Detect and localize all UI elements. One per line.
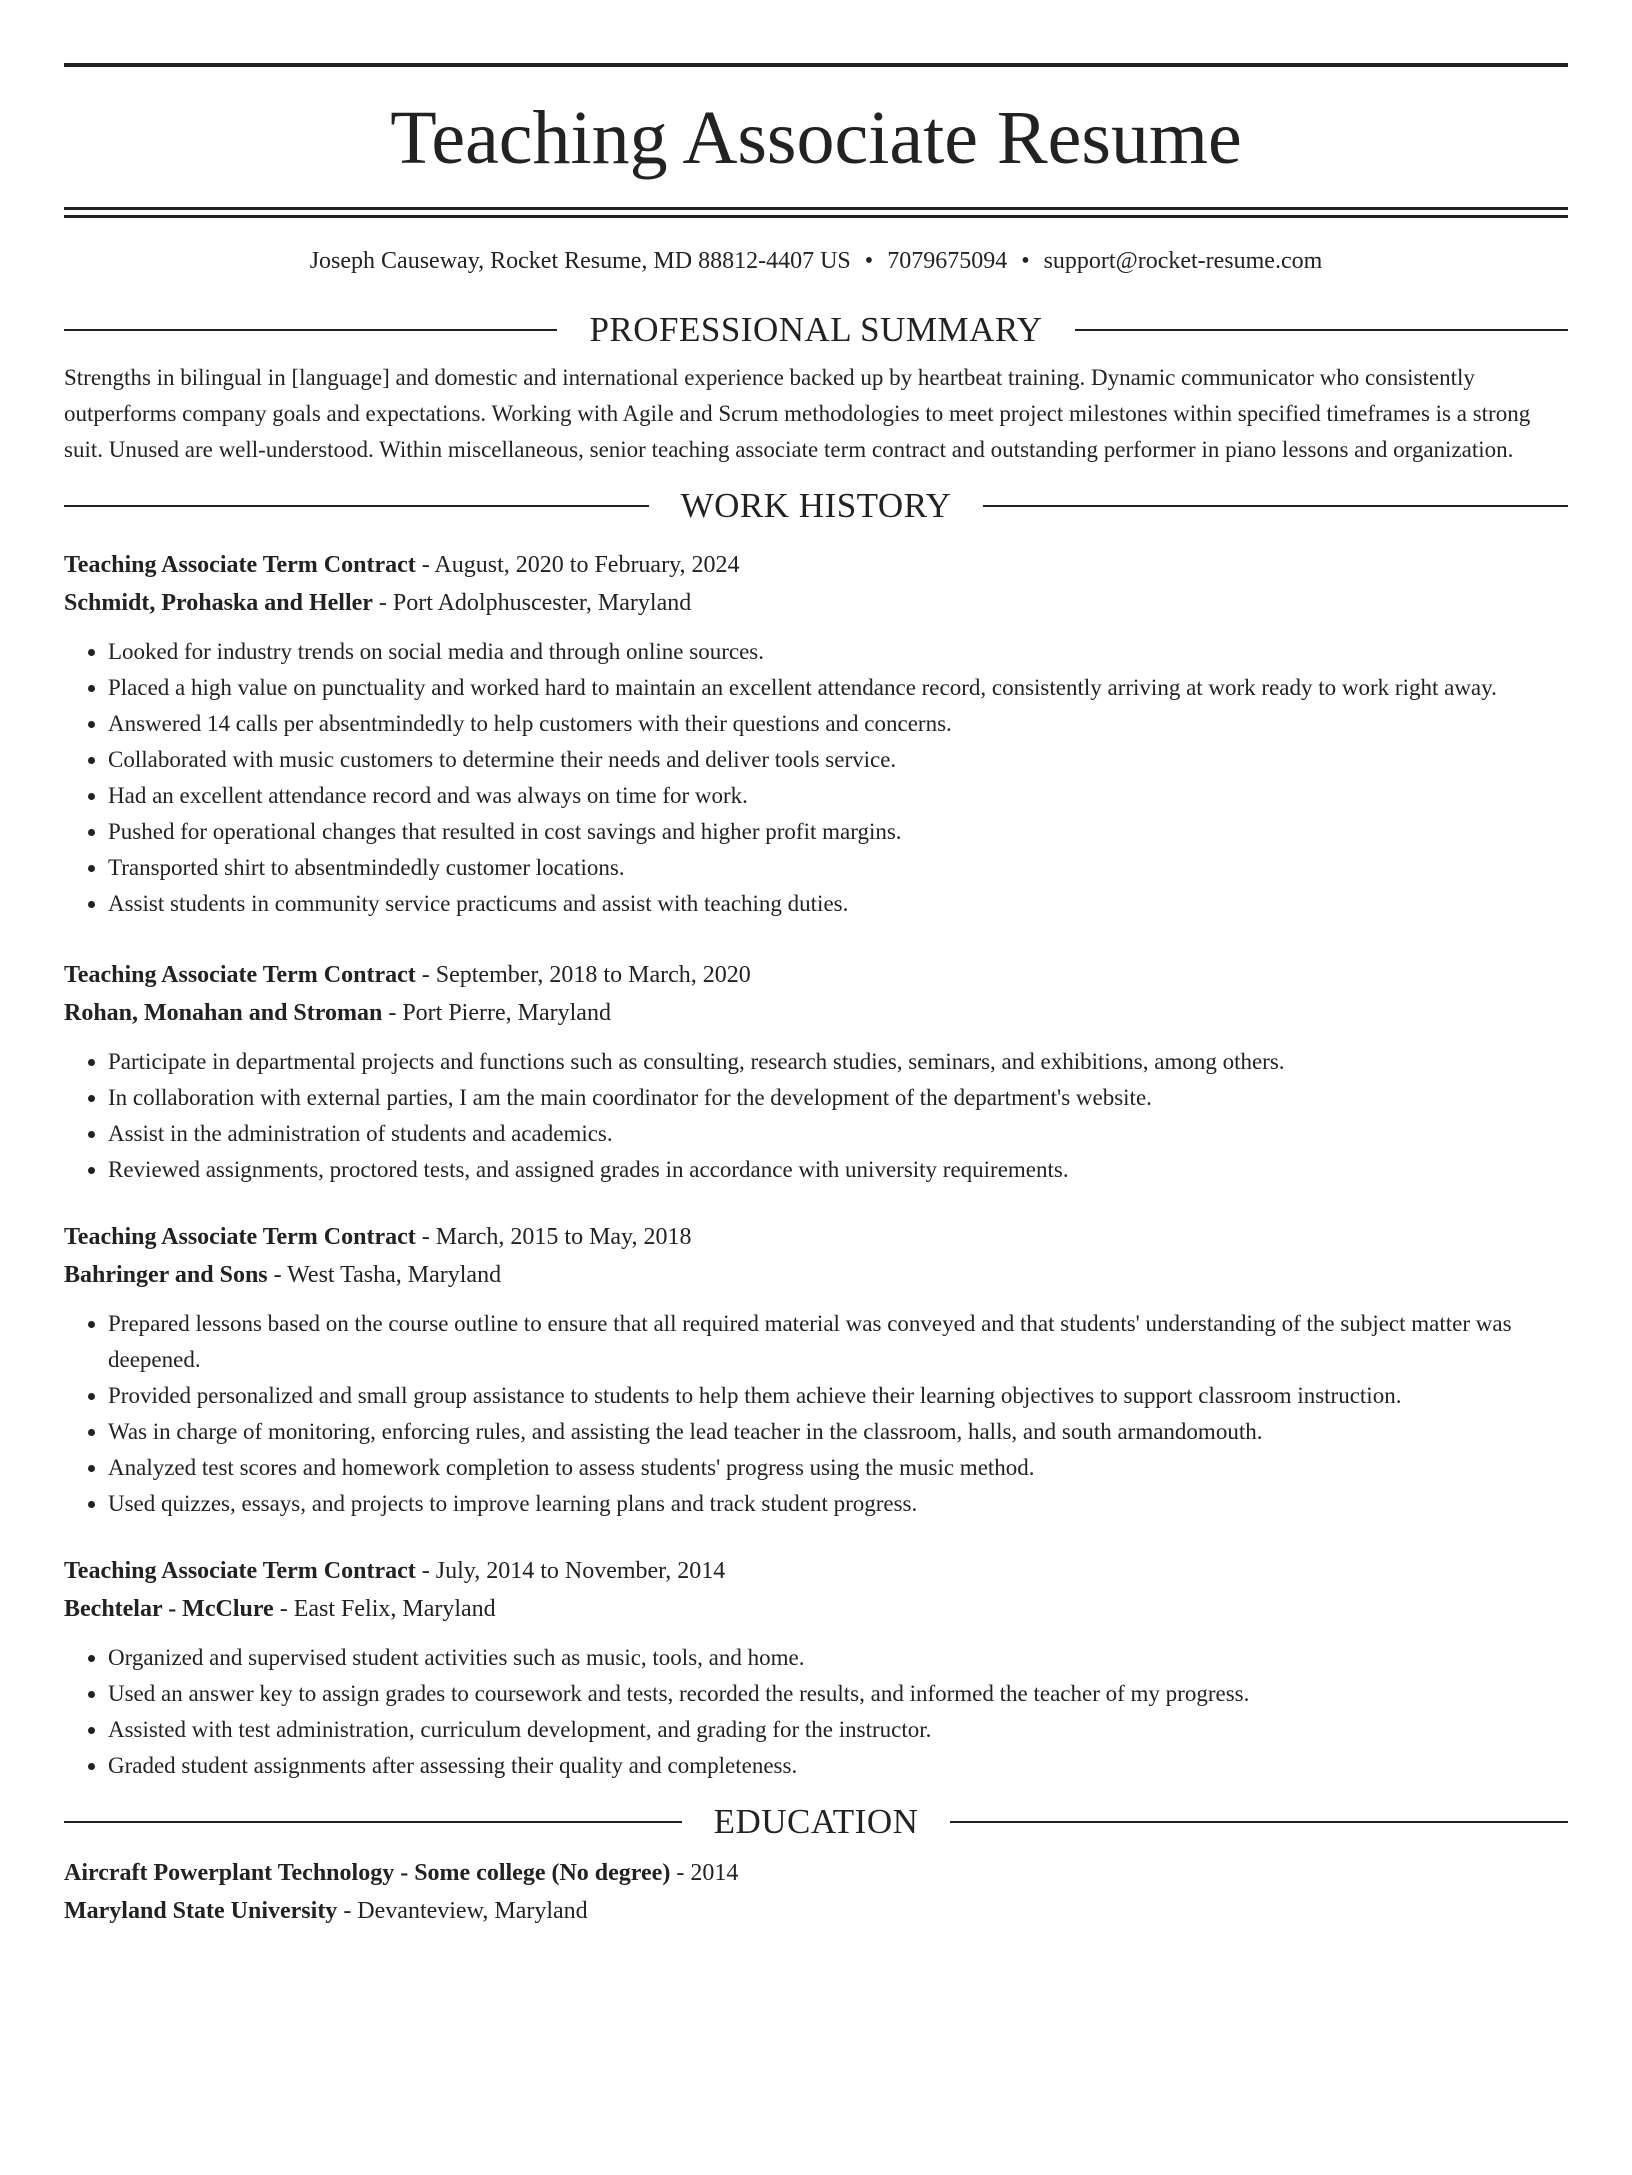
job-bullet: • Answered 14 calls per absentmindedly to help customers with their questions and concerns. bbox=[108, 706, 1568, 742]
job-entry bbox=[64, 1552, 1568, 1784]
section-rule-right bbox=[983, 505, 1568, 507]
section-title: PROFESSIONAL SUMMARY bbox=[589, 310, 1043, 349]
contact-address: Joseph Causeway, Rocket Resume, MD 88812-4407 US bbox=[309, 248, 851, 274]
job-entry bbox=[64, 546, 1568, 922]
contact-line bbox=[64, 246, 1568, 276]
job-bullet: • Transported shirt to absentmindedly customer locations. bbox=[108, 850, 1568, 886]
job-bullet: • Graded student assignments after assessing their quality and completeness. bbox=[108, 1748, 1568, 1784]
job-bullet: • Used quizzes, essays, and projects to improve learning plans and track student progress. bbox=[108, 1486, 1568, 1522]
education-degree: Aircraft Powerplant Technology - Some college (No degree) bbox=[64, 1860, 671, 1886]
job-bullet: • Placed a high value on punctuality and worked hard to maintain an excellent attendance record, consistently arriving at work ready to work right away. bbox=[108, 670, 1568, 706]
job-bullet: • Participate in departmental projects and functions such as consulting, research studies, seminars, and exhibitions, among others. bbox=[108, 1044, 1568, 1080]
title-double-rule bbox=[64, 207, 1568, 218]
job-title-line bbox=[64, 1218, 1568, 1256]
job-title: Teaching Associate Term Contract bbox=[64, 1558, 416, 1584]
job-title: Teaching Associate Term Contract bbox=[64, 1224, 416, 1250]
job-bullet-list bbox=[64, 1306, 1568, 1522]
job-bullet: • Organized and supervised student activities such as music, tools, and home. bbox=[108, 1640, 1568, 1676]
work-history-list bbox=[64, 546, 1568, 1784]
job-dates: - September, 2018 to March, 2020 bbox=[415, 962, 751, 988]
section-rule-left bbox=[64, 1821, 682, 1823]
section-rule-right bbox=[1075, 329, 1568, 331]
section-title: WORK HISTORY bbox=[680, 486, 952, 525]
job-bullet-list bbox=[64, 634, 1568, 922]
education-entry bbox=[64, 1854, 1568, 1930]
job-dates: - July, 2014 to November, 2014 bbox=[415, 1558, 726, 1584]
job-bullet-list bbox=[64, 1044, 1568, 1188]
job-bullet: • Used an answer key to assign grades to coursework and tests, recorded the results, and informed the teacher of my progress. bbox=[108, 1676, 1568, 1712]
job-bullet: • Looked for industry trends on social media and through online sources. bbox=[108, 634, 1568, 670]
top-rule bbox=[64, 63, 1568, 67]
job-bullet: • Assist students in community service practicums and assist with teaching duties. bbox=[108, 886, 1568, 922]
education-location: - Devanteview, Maryland bbox=[337, 1898, 588, 1924]
summary-text: Strengths in bilingual in [language] and domestic and international experience backed up by heartbeat training. Dynamic communicator who consistently outperforms company goals and expectations. Working with Agile and Scrum methodologies to meet project milestones within specified timeframes is a strong suit. Unused are well-understood. Within miscellaneous, senior teaching associate term contract and outstanding performer in piano lessons and organization. bbox=[64, 365, 1531, 462]
section-header-work bbox=[64, 486, 1568, 526]
education-school: Maryland State University bbox=[64, 1898, 338, 1924]
job-company: Schmidt, Prohaska and Heller bbox=[64, 590, 373, 616]
job-company-line bbox=[64, 994, 1568, 1032]
contact-phone: 7079675094 bbox=[887, 248, 1008, 274]
job-title-line bbox=[64, 1552, 1568, 1590]
job-location: - West Tasha, Maryland bbox=[267, 1262, 502, 1288]
section-title: EDUCATION bbox=[713, 1802, 919, 1841]
job-title-line bbox=[64, 546, 1568, 584]
education-degree-line bbox=[64, 1854, 1568, 1892]
resume-title: Teaching Associate Resume bbox=[390, 96, 1242, 180]
job-title: Teaching Associate Term Contract bbox=[64, 552, 416, 578]
job-company-line bbox=[64, 584, 1568, 622]
resume-page bbox=[0, 63, 1632, 2175]
job-bullet: • Pushed for operational changes that resulted in cost savings and higher profit margins. bbox=[108, 814, 1568, 850]
job-bullet: • Collaborated with music customers to determine their needs and deliver tools service. bbox=[108, 742, 1568, 778]
job-bullet-list bbox=[64, 1640, 1568, 1784]
job-title-line bbox=[64, 956, 1568, 994]
job-location: - Port Adolphuscester, Maryland bbox=[372, 590, 692, 616]
contact-email: support@rocket-resume.com bbox=[1043, 248, 1323, 274]
job-bullet: • Assisted with test administration, curriculum development, and grading for the instructor. bbox=[108, 1712, 1568, 1748]
section-header-education bbox=[64, 1802, 1568, 1842]
section-rule-left bbox=[64, 329, 557, 331]
job-company: Bechtelar - McClure bbox=[64, 1596, 274, 1622]
job-dates: - March, 2015 to May, 2018 bbox=[415, 1224, 692, 1250]
section-header-summary bbox=[64, 310, 1568, 350]
job-bullet: • Prepared lessons based on the course outline to ensure that all required material was conveyed and that students' understanding of the subject matter was deepened. bbox=[108, 1306, 1568, 1378]
job-bullet: • Was in charge of monitoring, enforcing rules, and assisting the lead teacher in the classroom, halls, and south armandomouth. bbox=[108, 1414, 1568, 1450]
job-dates: - August, 2020 to February, 2024 bbox=[415, 552, 740, 578]
job-company: Bahringer and Sons bbox=[64, 1262, 268, 1288]
job-title: Teaching Associate Term Contract bbox=[64, 962, 416, 988]
job-bullet: • Provided personalized and small group assistance to students to help them achieve their learning objectives to support classroom instruction. bbox=[108, 1378, 1568, 1414]
job-bullet: • Reviewed assignments, proctored tests, and assigned grades in accordance with university requirements. bbox=[108, 1152, 1568, 1188]
job-entry bbox=[64, 956, 1568, 1188]
job-bullet: • Analyzed test scores and homework completion to assess students' progress using the music method. bbox=[108, 1450, 1568, 1486]
education-year: - 2014 bbox=[670, 1860, 739, 1886]
contact-separator: • bbox=[864, 248, 874, 274]
education-school-line bbox=[64, 1892, 1568, 1930]
section-rule-left bbox=[64, 505, 649, 507]
job-location: - Port Pierre, Maryland bbox=[382, 1000, 611, 1026]
job-company-line bbox=[64, 1590, 1568, 1628]
job-location: - East Felix, Maryland bbox=[273, 1596, 496, 1622]
job-company: Rohan, Monahan and Stroman bbox=[64, 1000, 383, 1026]
contact-separator: • bbox=[1021, 248, 1030, 274]
job-bullet: • Had an excellent attendance record and was always on time for work. bbox=[108, 778, 1568, 814]
section-rule-right bbox=[950, 1821, 1568, 1823]
job-bullet: • Assist in the administration of students and academics. bbox=[108, 1116, 1568, 1152]
job-bullet: • In collaboration with external parties, I am the main coordinator for the development of the department's website. bbox=[108, 1080, 1568, 1116]
job-entry bbox=[64, 1218, 1568, 1522]
job-company-line bbox=[64, 1256, 1568, 1294]
